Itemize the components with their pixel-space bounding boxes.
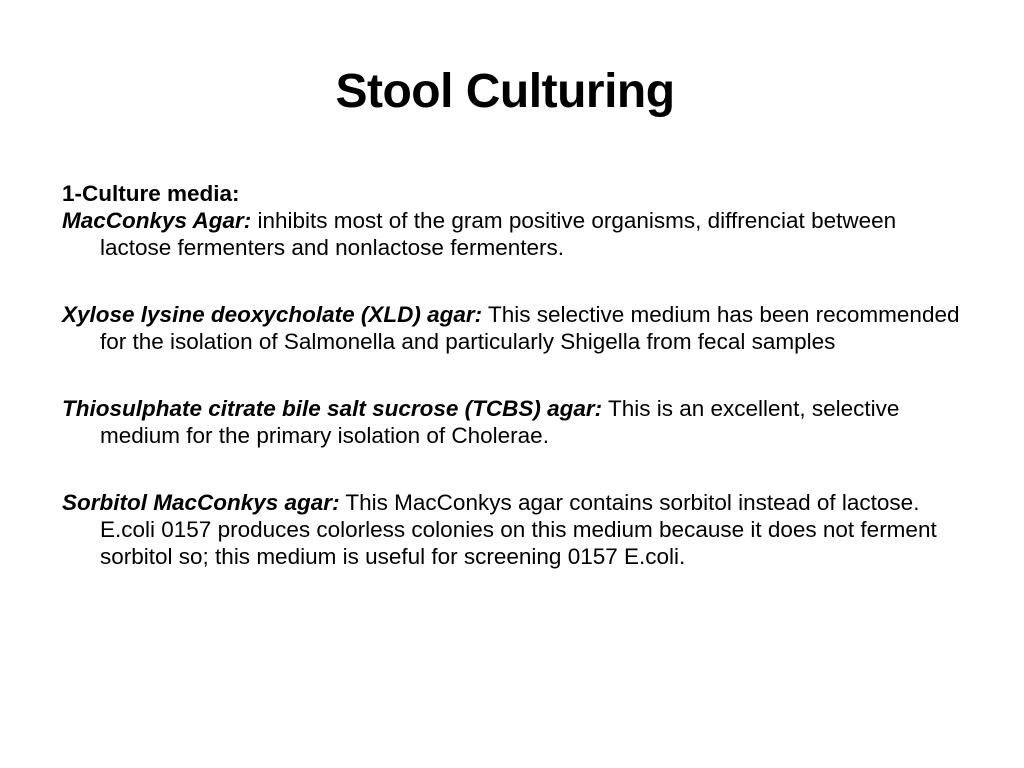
media-description: This selective medium has been recommended for the isolation of Salmonella and particularly Shigella from fecal samples bbox=[100, 302, 960, 354]
section-heading: 1-Culture media: bbox=[62, 181, 240, 206]
media-term: Xylose lysine deoxycholate (XLD) agar: bbox=[62, 302, 483, 327]
media-item-macconkey bbox=[62, 207, 962, 261]
media-item-sorbitol-macconkey bbox=[62, 489, 962, 570]
media-description: inhibits most of the gram positive organisms, diffrenciat between lactose fermenters and nonlactose fermenters. bbox=[100, 208, 897, 260]
media-item-tcbs bbox=[62, 395, 962, 449]
media-term: Thiosulphate citrate bile salt sucrose (TCBS) agar: bbox=[62, 396, 603, 421]
slide-title: Stool Culturing bbox=[335, 65, 675, 118]
media-item-xld bbox=[62, 301, 962, 355]
media-description: This is an excellent, selective medium for the primary isolation of Cholerae. bbox=[100, 396, 900, 448]
media-term: MacConkys Agar: bbox=[62, 208, 252, 233]
slide-body bbox=[62, 180, 962, 570]
media-term: Sorbitol MacConkys agar: bbox=[62, 490, 340, 515]
media-description: This MacConkys agar contains sorbitol instead of lactose. E.coli 0157 produces colorless colonies on this medium because it does not ferment sorbitol so; this medium is useful for screening 0157 E.coli. bbox=[100, 490, 937, 569]
